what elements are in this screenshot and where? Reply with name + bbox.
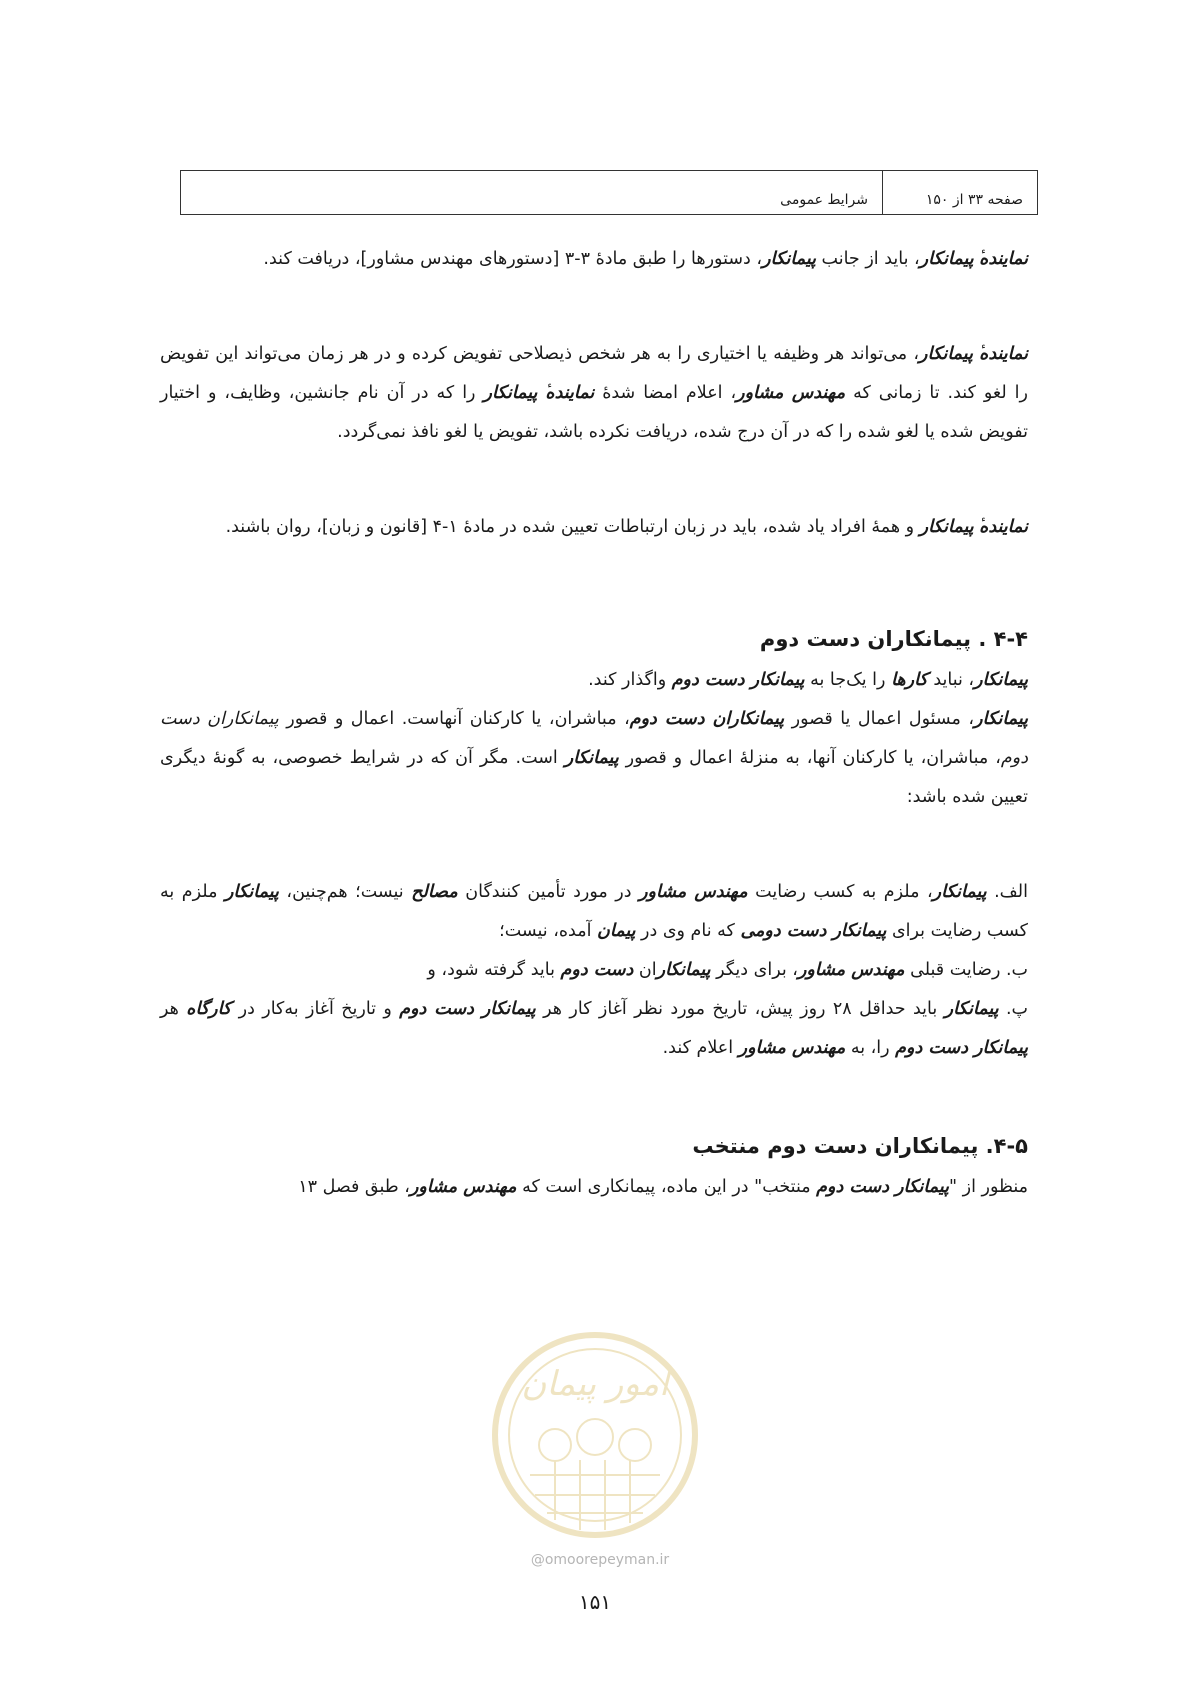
list-item-be: ب. رضایت قبلی مهندس مشاور، برای دیگر پیمانکاران دست دوم باید گرفته شود، و <box>427 960 1028 980</box>
paragraph-contractor-responsibility: پیمانکار، مسئول اعمال یا قصور پیمانکاران دست دوم، مباشران، یا کارکنان آنهاست. اعمال و قصور پیمانکاران دست دوم، مباشران، یا کارکنان آنها، به منزلهٔ اعمال و قصور پیمانکار است. مگر آن که در شرایط خصوصی، به گونهٔ دیگری تعیین شده باشد: <box>160 709 1028 807</box>
term-representative: نماینده <box>979 517 1028 537</box>
list-item-pe: پ. پیمانکار باید حداقل ۲۸ روز پیش، تاریخ مورد نظر آغاز کار هر پیمانکار دست دوم و تاریخ آغاز به‌کار در کارگاه هر پیمانکار دست دوم را، به مهندس مشاور اعلام کند. <box>160 999 1028 1058</box>
page-header <box>180 170 1038 215</box>
header-title: شرایط عمومی <box>780 192 868 208</box>
term-contractor: پیمانکار <box>483 383 538 403</box>
term-contractor: پیمانکار <box>919 249 974 269</box>
term-consulting-engineer: مهندس مشاور <box>736 383 846 403</box>
paragraph-representative-instructions: نمایندهٔ پیمانکار، باید از جانب پیمانکار، دستورها را طبق مادهٔ ۳-۳ [دستورهای مهندس مشاور]، دریافت کند. <box>263 249 1028 269</box>
paragraph-representative-delegation: نمایندهٔ پیمانکار، می‌تواند هر وظیفه یا اختیاری را به هر شخص ذیصلاحی تفویض کرده و در هر زمان می‌تواند این تفویض را لغو کند. تا زمانی که مهندس مشاور، اعلام امضا شدهٔ نمایندهٔ پیمانکار را که در آن نام جانشین، وظایف، و اختیار تفویض شده یا لغو شده را که در آن درج شده، دریافت نکرده باشد، تفویض یا لغو نافذ نمی‌گردد. <box>160 344 1028 442</box>
term-contractor: پیمانکار <box>919 517 974 537</box>
term-representative: نماینده <box>545 383 595 403</box>
watermark-logo-icon <box>485 1325 705 1545</box>
section-heading-nominated-subcontractors: ۴-۵. پیمانکاران دست دوم منتخب <box>692 1134 1028 1158</box>
paragraph-representative-language: نمایندهٔ پیمانکار و همهٔ افراد یاد شده، باید در زبان ارتباطات تعیین شده در مادهٔ ۱-۴ [قانون و زبان]، روان باشند. <box>225 517 1028 537</box>
paragraph-nominated-definition: منظور از "پیمانکار دست دوم منتخب" در این ماده، پیمانکاری است که مهندس مشاور، طبق فصل ۱۳ <box>298 1177 1028 1197</box>
svg-text:امور پیمان: امور پیمان <box>521 1364 669 1404</box>
header-page-label: صفحه ۳۳ از ۱۵۰ <box>882 171 1037 214</box>
term-contractor: پیمانکار <box>919 344 973 364</box>
page-number: ۱۵۱ <box>578 1590 612 1614</box>
list-item-alef: الف. پیمانکار، ملزم به کسب رضایت مهندس مشاور در مورد تأمین کنندگان مصالح نیست؛ هم‌چنین، پیمانکار ملزم به کسب رضایت برای پیمانکار دست دومی که نام وی در پیمان آمده، نیست؛ <box>160 882 1028 941</box>
watermark-site: @omoorepeyman.ir <box>530 1552 670 1568</box>
section-heading-subcontractors: ۴-۴ . پیمانکاران دست دوم <box>759 627 1028 651</box>
term-representative: نماینده <box>979 344 1028 364</box>
term-contractor: پیمانکار <box>762 249 816 269</box>
paragraph-no-whole-subcontract: پیمانکار، نباید کارها را یک‌جا به پیمانکار دست دوم واگذار کند. <box>588 670 1028 690</box>
document-body <box>160 240 1028 1207</box>
term-representative: نماینده <box>979 249 1028 269</box>
